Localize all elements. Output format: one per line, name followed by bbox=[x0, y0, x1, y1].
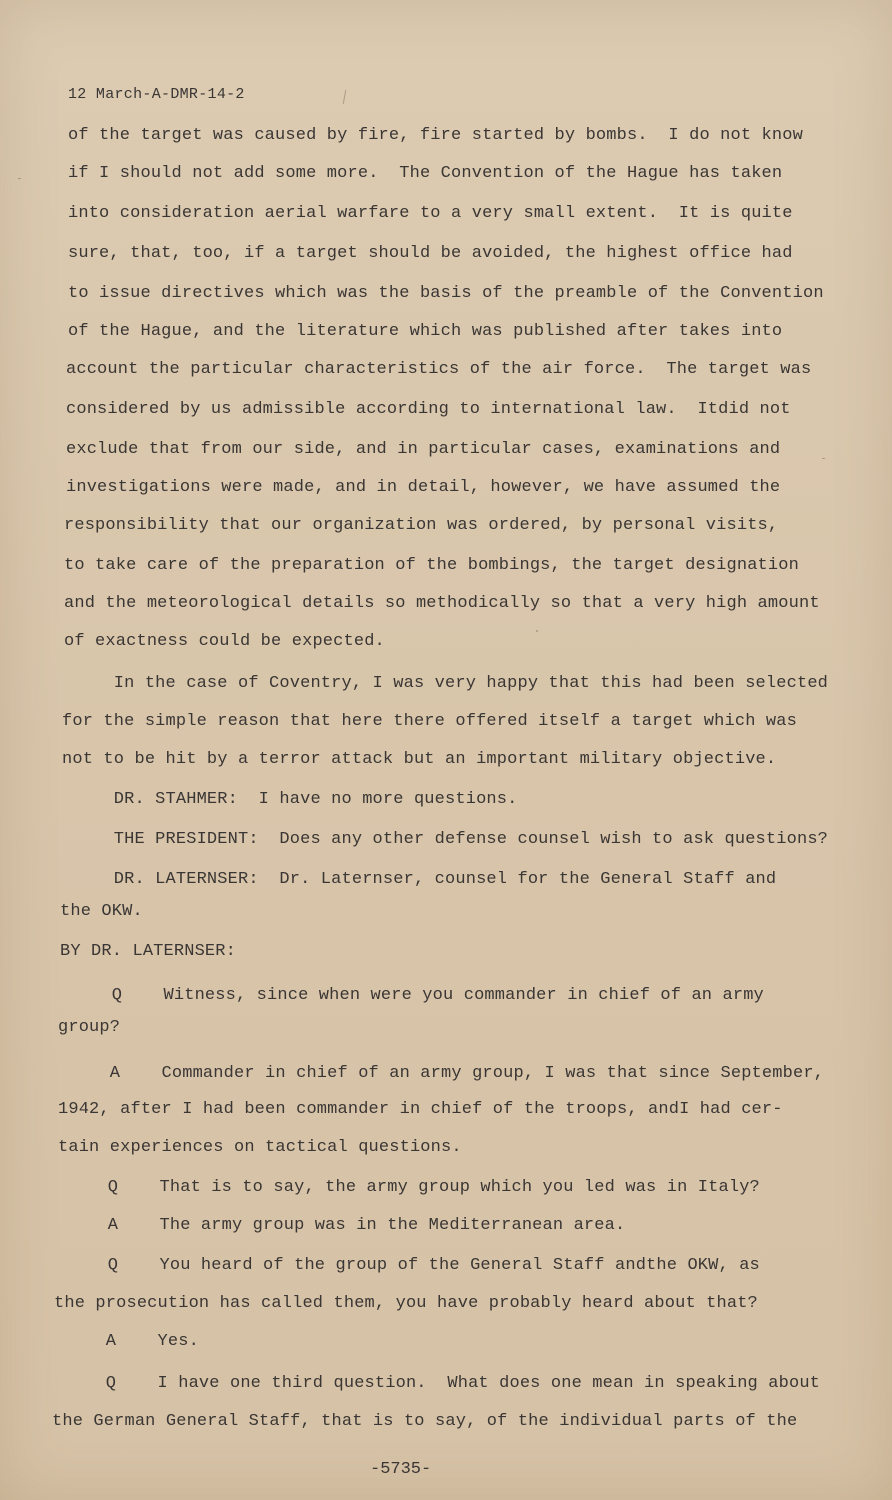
text-line: Q I have one third question. What does one mean in speaking about bbox=[54, 1374, 821, 1393]
text-line: the German General Staff, that is to say, of the individual parts of the bbox=[52, 1412, 798, 1431]
ink-mark bbox=[343, 90, 346, 104]
text-line: Q Witness, since when were you commander in chief of an army bbox=[60, 986, 764, 1005]
text-line: of exactness could be expected. bbox=[64, 632, 385, 651]
text-line: A The army group was in the Mediterranean area. bbox=[56, 1216, 626, 1235]
text-line: In the case of Coventry, I was very happy that this had been selected bbox=[62, 674, 829, 693]
text-line: Q That is to say, the army group which you led was in Italy? bbox=[56, 1178, 760, 1197]
text-line: A Yes. bbox=[54, 1332, 199, 1351]
text-line: group? bbox=[58, 1018, 121, 1037]
text-line: A Commander in chief of an army group, I was that since September, bbox=[58, 1064, 825, 1083]
text-line: into consideration aerial warfare to a very small extent. It is quite bbox=[68, 204, 793, 223]
text-line: of the Hague, and the literature which was published after takes into bbox=[68, 322, 783, 341]
ink-mark bbox=[18, 178, 21, 179]
document-reference: 12 March-A-DMR-14-2 bbox=[68, 86, 245, 103]
text-line: exclude that from our side, and in particular cases, examinations and bbox=[66, 440, 781, 459]
text-line: THE PRESIDENT: Does any other defense counsel wish to ask questions? bbox=[62, 830, 829, 849]
text-line: sure, that, too, if a target should be avoided, the highest office had bbox=[68, 244, 793, 263]
text-line: not to be hit by a terror attack but an important military objective. bbox=[62, 750, 777, 769]
text-line: BY DR. LATERNSER: bbox=[60, 942, 236, 961]
text-line: to take care of the preparation of the bombings, the target designation bbox=[64, 556, 799, 575]
text-line: 1942, after I had been commander in chief of the troops, andI had cer- bbox=[58, 1100, 783, 1119]
text-line: investigations were made, and in detail, however, we have assumed the bbox=[66, 478, 781, 497]
text-line: considered by us admissible according to international law. Itdid not bbox=[66, 400, 791, 419]
text-line: Q You heard of the group of the General Staff andthe OKW, as bbox=[56, 1256, 760, 1275]
text-line: to issue directives which was the basis of the preamble of the Convention bbox=[68, 284, 824, 303]
text-line: if I should not add some more. The Convention of the Hague has taken bbox=[68, 164, 783, 183]
text-line: DR. LATERNSER: Dr. Laternser, counsel for the General Staff and bbox=[62, 870, 777, 889]
text-line: of the target was caused by fire, fire started by bombs. I do not know bbox=[68, 126, 803, 145]
text-line: responsibility that our organization was ordered, by personal visits, bbox=[64, 516, 779, 535]
text-line: and the meteorological details so methodically so that a very high amount bbox=[64, 594, 820, 613]
page-number: -5735- bbox=[370, 1460, 432, 1479]
text-line: tain experiences on tactical questions. bbox=[58, 1138, 462, 1157]
text-line: for the simple reason that here there offered itself a target which was bbox=[62, 712, 797, 731]
text-line: DR. STAHMER: I have no more questions. bbox=[62, 790, 518, 809]
text-line: account the particular characteristics of the air force. The target was bbox=[66, 360, 812, 379]
text-line: the OKW. bbox=[60, 902, 143, 921]
ink-mark bbox=[536, 630, 538, 632]
ink-mark bbox=[822, 458, 825, 459]
text-line: the prosecution has called them, you have probably heard about that? bbox=[54, 1294, 758, 1313]
